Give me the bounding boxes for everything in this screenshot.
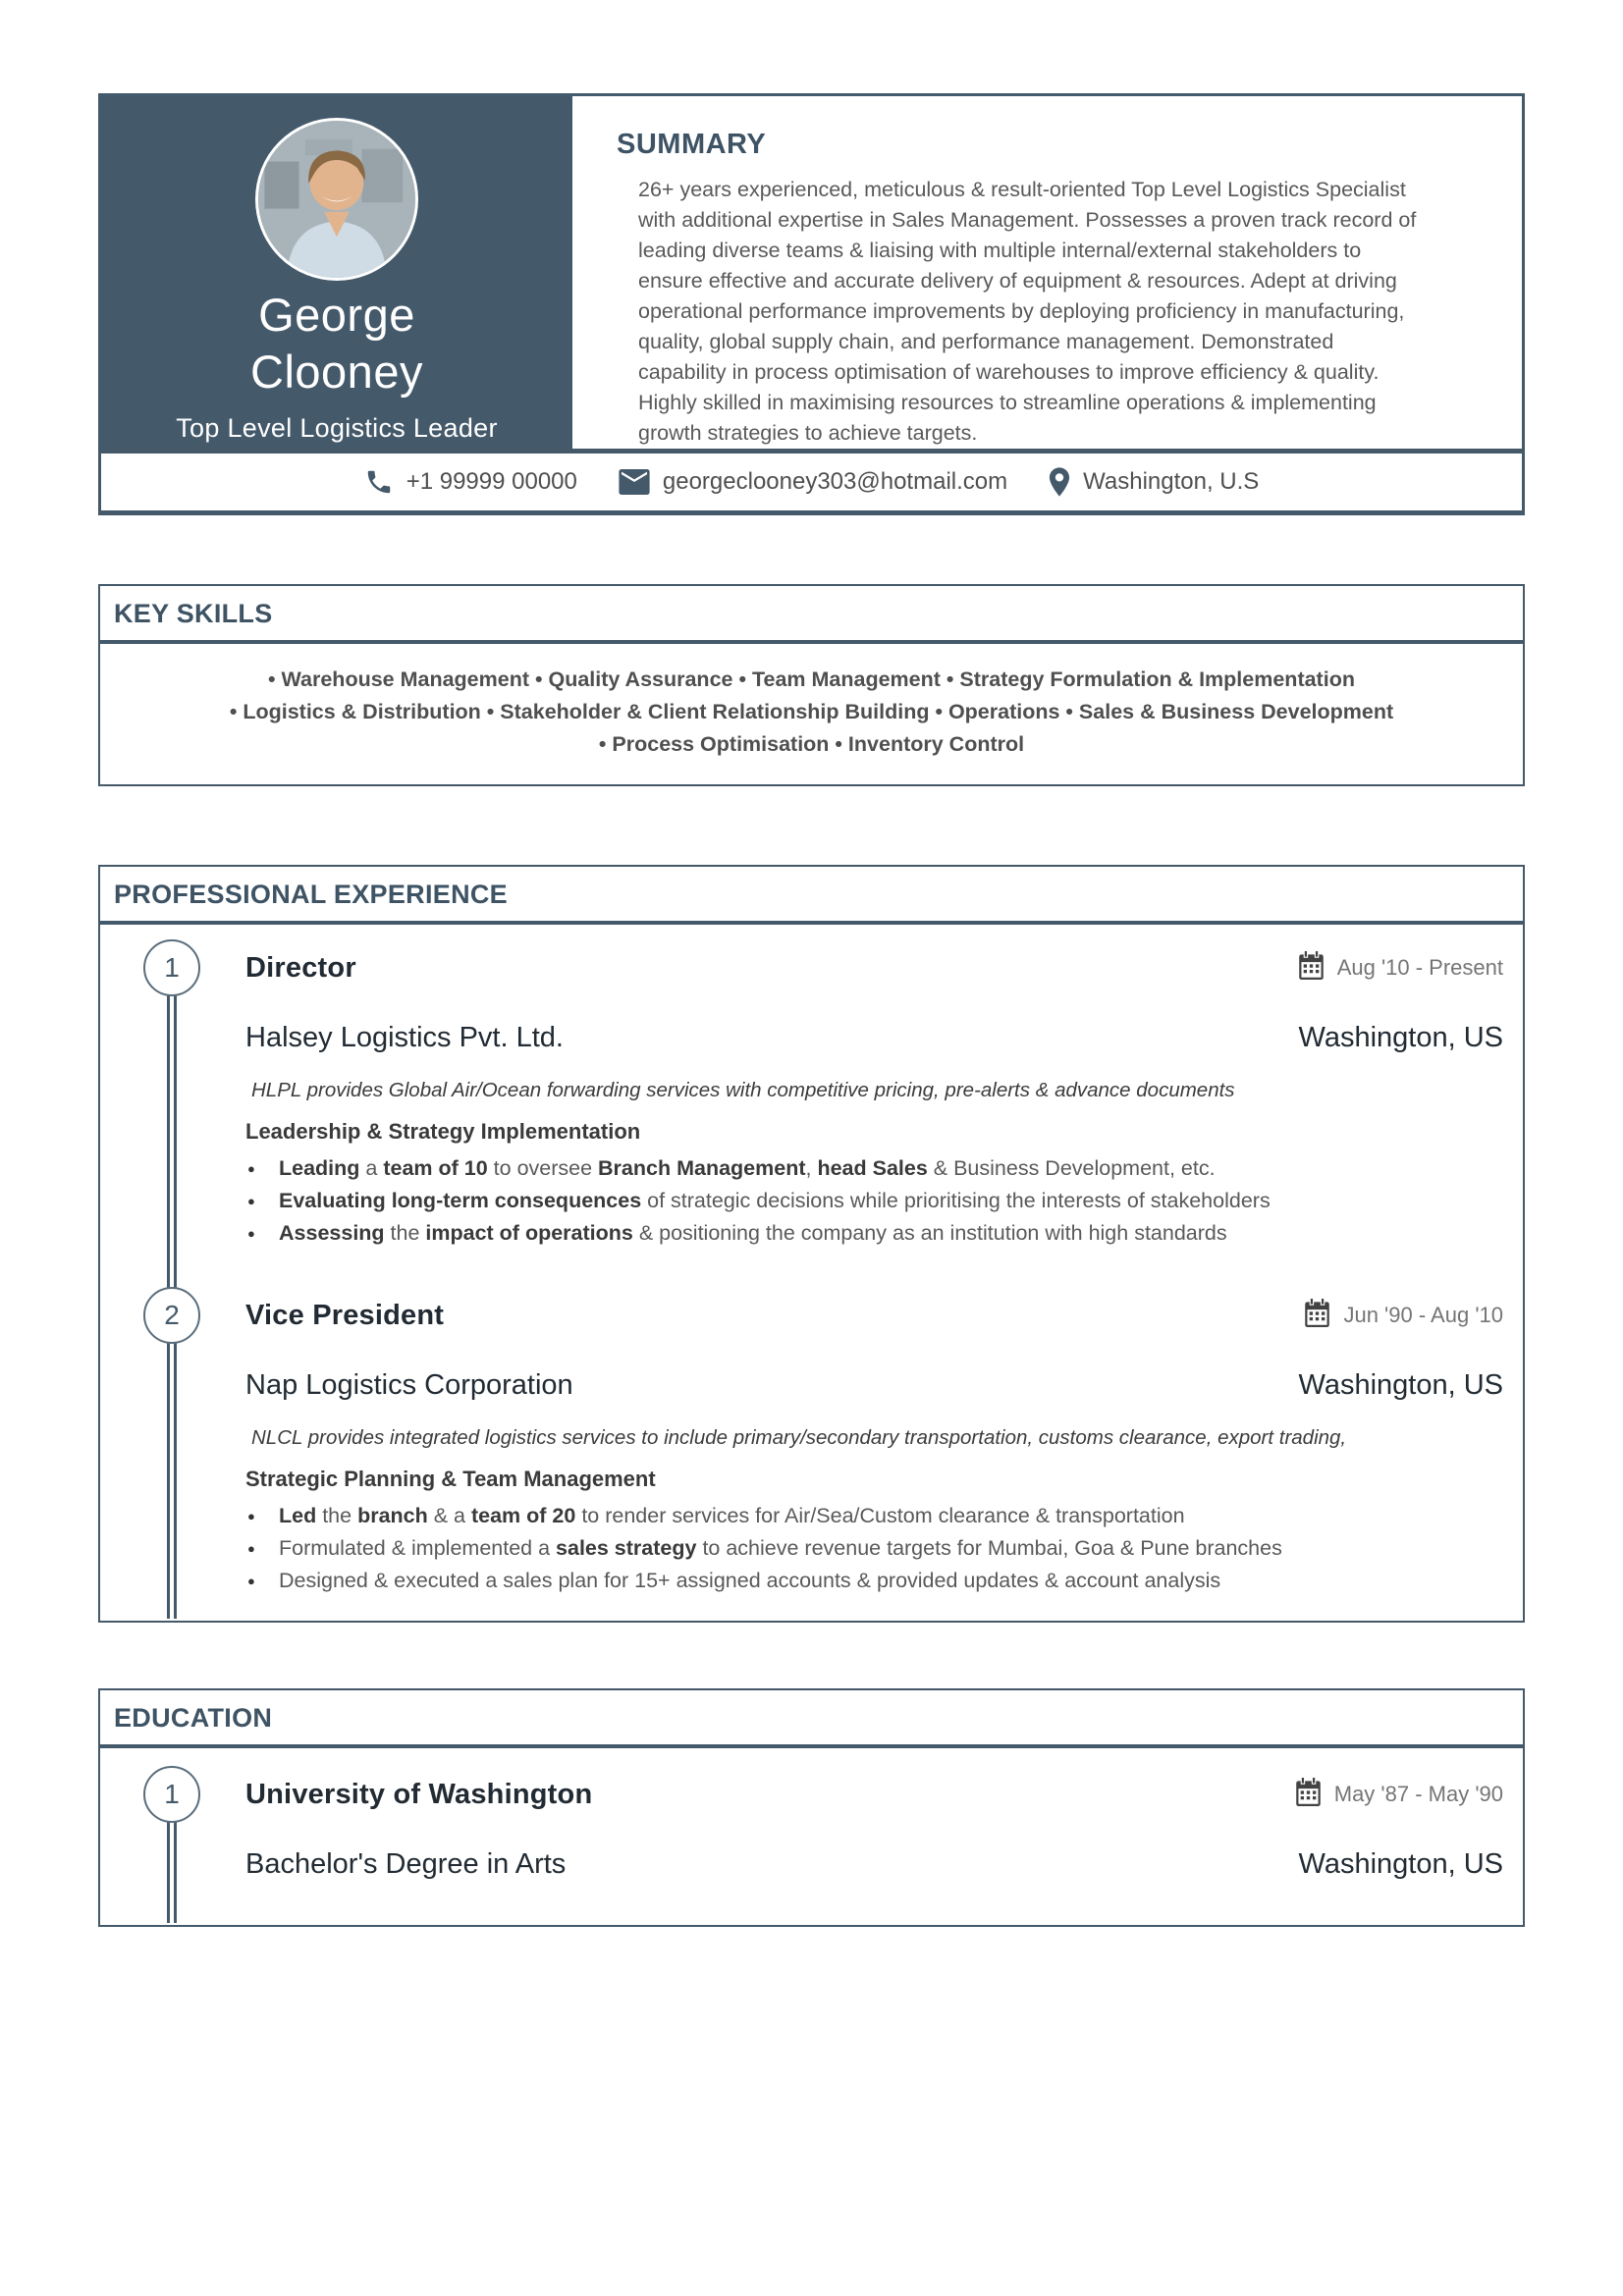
location-item [1049,467,1259,497]
education-section [98,1688,1525,1927]
calendar-icon [1295,1778,1322,1812]
education-heading: EDUCATION [100,1690,1523,1748]
job-bullet: ● Assessing the impact of operations & positioning the company as an institution with high standards [245,1217,1503,1250]
person-title: Top Level Logistics Leader [176,413,498,443]
job-bullet-list [245,1500,1503,1597]
spacer [98,1623,1525,1688]
email-value: georgeclooney303@hotmail.com [662,468,1008,495]
job-bullet: ● Evaluating long-term consequences of strategic decisions while prioritising the interests of stakeholders [245,1185,1503,1217]
summary-text: 26+ years experienced, meticulous & result-oriented Top Level Logistics Specialist with additional expertise in Sales Management. Possesses a proven track record of leading diverse teams & liaising with multiple internal/external stakeholders to ensure effective and accurate delivery of equipment & resources. Adept at driving operational performance improvements by deploying proficiency in manufacturing, quality, global supply chain, and performance management. Demonstrated capability in process optimisation of warehouses to improve efficiency & quality. Highly skilled in maximising resources to streamline operations & implementing growth strategies to achieve targets. [638,178,1417,445]
profile-photo [255,118,418,281]
degree-name: Bachelor's Degree in Arts [245,1848,567,1880]
education-entry-content [245,1766,1523,1881]
contact-bar [98,452,1525,515]
job-bullet: ● Designed & executed a sales plan for 15+ assigned accounts & provided updates & account analysis [245,1565,1503,1597]
timeline-marker: 1 [143,1766,200,1823]
company-name: Nap Logistics Corporation [245,1369,573,1401]
job-bullet: ● Leading a team of 10 to oversee Branch Management, head Sales & Business Development, etc. [245,1152,1503,1185]
timeline-gutter [100,1766,245,1881]
company-description: HLPL provides Global Air/Ocean forwarding services with competitive pricing, pre-alerts & advance documents [251,1079,1235,1101]
job-bullet: ● Led the branch & a team of 20 to render services for Air/Sea/Custom clearance & transportation [245,1500,1503,1532]
education-dates: May '87 - May '90 [1333,1782,1503,1806]
job-dates: Aug '10 - Present [1336,955,1503,980]
experience-entry [100,1287,1523,1597]
experience-heading: PROFESSIONAL EXPERIENCE [100,867,1523,925]
timeline-gutter [100,939,245,1250]
phone-item [364,467,577,497]
experience-entry-content [245,1287,1523,1597]
key-skills-section [98,584,1525,786]
calendar-icon [1304,1299,1330,1333]
experience-entry [100,939,1523,1250]
job-bullet-list [245,1152,1503,1250]
job-title: Director [245,951,356,984]
timeline-marker: 2 [143,1287,200,1344]
skills-line: • Logistics & Distribution • Stakeholder & Client Relationship Building • Operations • Sales & Business Development [229,700,1394,723]
job-dates-wrap [1298,951,1503,986]
person-name-line1: George [258,289,415,341]
profile-photo-illustration [258,121,415,278]
job-location: Washington, US [1298,1022,1503,1053]
key-skills-body [100,644,1523,784]
job-subtitle: Strategic Planning & Team Management [245,1467,656,1491]
experience-entry-content [245,939,1523,1250]
experience-body [100,925,1523,1621]
job-dates-wrap [1304,1299,1503,1333]
education-dates-wrap [1295,1778,1503,1812]
header-block [98,93,1525,452]
spacer [98,786,1525,865]
job-location: Washington, US [1298,1369,1503,1401]
job-dates: Jun '90 - Aug '10 [1343,1303,1503,1327]
header-sidebar [101,96,572,449]
phone-icon [364,467,394,497]
person-name [250,287,423,400]
experience-section [98,865,1525,1623]
person-name-line2: Clooney [250,346,423,398]
job-bullet: ● Formulated & implemented a sales strategy to achieve revenue targets for Mumbai, Goa & Pune branches [245,1532,1503,1565]
resume-content [98,93,1525,1927]
education-entry [100,1766,1523,1881]
location-value: Washington, U.S [1083,468,1260,495]
job-subtitle: Leadership & Strategy Implementation [245,1119,641,1144]
key-skills-heading: KEY SKILLS [100,586,1523,644]
envelope-icon [619,469,650,495]
education-location: Washington, US [1298,1848,1503,1880]
company-description: NLCL provides integrated logistics services to include primary/secondary transportation, customs clearance, export trading, [251,1426,1347,1449]
company-name: Halsey Logistics Pvt. Ltd. [245,1022,564,1053]
skills-line: • Process Optimisation • Inventory Control [598,732,1025,756]
map-pin-icon [1049,467,1070,497]
spacer [98,515,1525,584]
timeline-gutter [100,1287,245,1597]
calendar-icon [1298,951,1325,986]
email-item [619,468,1007,496]
skills-line: • Warehouse Management • Quality Assurance • Team Management • Strategy Formulation & Implementation [268,667,1355,691]
job-title: Vice President [245,1299,445,1331]
timeline-marker: 1 [143,939,200,996]
school-name: University of Washington [245,1778,593,1810]
summary-section [572,96,1522,449]
phone-value: +1 99999 00000 [406,468,577,495]
education-body [100,1748,1523,1925]
summary-heading: SUMMARY [617,129,767,160]
